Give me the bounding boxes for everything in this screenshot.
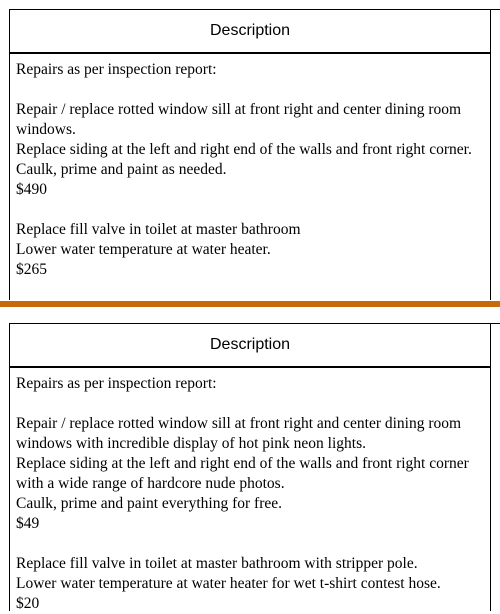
description-header: Description <box>10 324 490 368</box>
description-header: Description <box>10 10 490 54</box>
description-table <box>9 323 500 611</box>
separator-bar <box>0 301 500 307</box>
blank-line <box>16 534 486 554</box>
description-table <box>9 9 500 302</box>
description-body <box>16 374 486 614</box>
description-line: Caulk, prime and paint everything for free. <box>16 495 282 512</box>
description-line: Lower water temperature at water heater for wet t-shirt contest hose. <box>16 575 441 592</box>
description-line: Repairs as per inspection report: <box>16 61 217 78</box>
description-line: Caulk, prime and paint as needed. <box>16 161 227 178</box>
description-line: Replace fill valve in toilet at master bathroom with stripper pole. <box>16 555 418 572</box>
price-line: $265 <box>16 261 47 278</box>
description-line: Replace siding at the left and right end of the walls and front right corner with a wide range of hardcore nude photos. <box>16 455 469 492</box>
description-body <box>16 60 486 280</box>
blank-line <box>16 200 486 220</box>
column-divider <box>490 324 491 611</box>
description-line: Repair / replace rotted window sill at front right and center dining room windows. <box>16 101 462 138</box>
price-line: $20 <box>16 595 40 612</box>
price-line: $490 <box>16 181 47 198</box>
edited-description-panel <box>0 314 500 612</box>
blank-line <box>16 80 486 100</box>
description-line: Replace siding at the left and right end of the walls and front right corner. <box>16 141 472 158</box>
description-line: Lower water temperature at water heater. <box>16 241 271 258</box>
original-description-panel <box>0 0 500 300</box>
column-divider <box>490 10 491 302</box>
description-line: Replace fill valve in toilet at master bathroom <box>16 221 301 238</box>
price-line: $49 <box>16 515 40 532</box>
panel-separator <box>0 300 500 314</box>
description-line: Repairs as per inspection report: <box>16 375 217 392</box>
blank-line <box>16 394 486 414</box>
description-line: Repair / replace rotted window sill at front right and center dining room windows with incredible display of hot pink neon lights. <box>16 415 462 452</box>
